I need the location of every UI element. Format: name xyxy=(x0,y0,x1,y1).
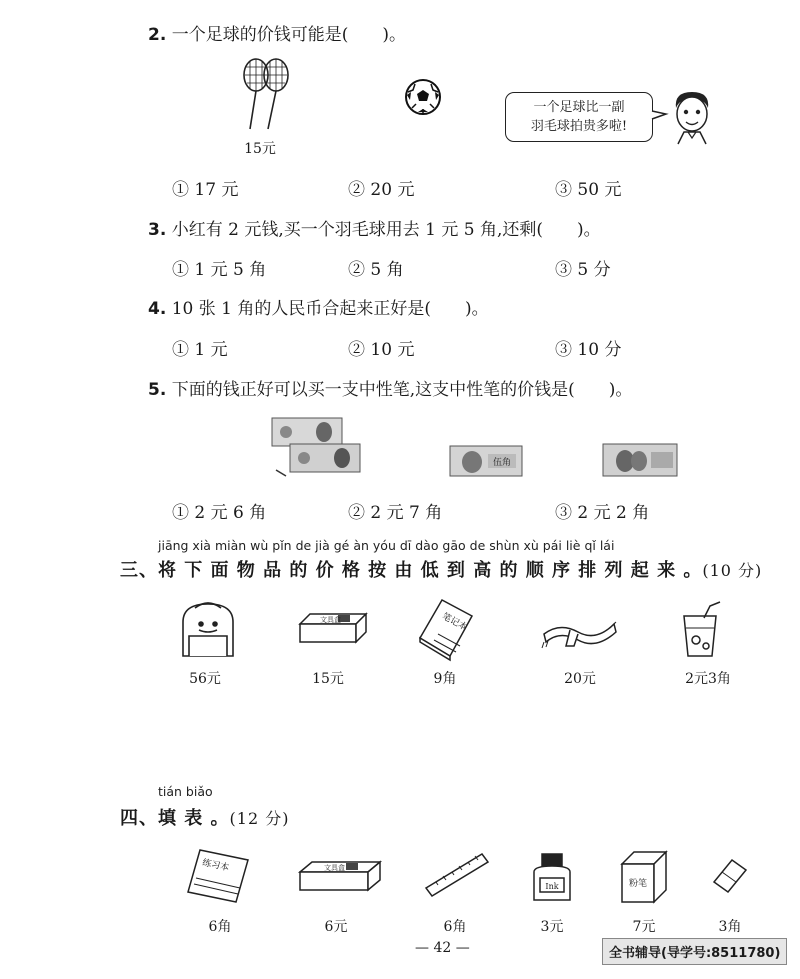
book-label: 笔记本 xyxy=(440,611,469,634)
question-3 xyxy=(148,215,601,240)
option-1[interactable]: ① 2 元 6 角 xyxy=(172,503,267,523)
option-3[interactable]: ③ 10 分 xyxy=(555,340,622,360)
price-label: 3元 xyxy=(540,919,564,935)
section-title-text: 三、将 下 面 物 品 的 价 格 按 由 低 到 高 的 顺 序 排 列 起 来 。 xyxy=(120,560,703,581)
option-3[interactable]: ③ 2 元 2 角 xyxy=(555,503,650,523)
section-4-title xyxy=(120,804,289,830)
section-3-pinyin: jiāng xià miàn wù pǐn de jià gé àn yóu dī dào gāo de shùn xù pái liè qǐ lái xyxy=(158,538,615,553)
banknote-1-yuan-icon xyxy=(272,418,362,478)
question-number: 4. xyxy=(148,299,167,319)
price-label: 15元 xyxy=(312,671,344,687)
soccer-ball-icon xyxy=(404,78,442,116)
pencil-box-icon xyxy=(298,860,382,894)
question-number: 5. xyxy=(148,380,167,400)
option-1[interactable]: ① 1 元 5 角 xyxy=(172,260,267,280)
question-4 xyxy=(148,294,489,319)
price-label: 9角 xyxy=(433,671,457,687)
option-2[interactable]: ② 5 角 xyxy=(348,260,404,280)
question-text: 一个足球的价钱可能是( )。 xyxy=(171,25,406,45)
question-text: 小红有 2 元钱,买一个羽毛球用去 1 元 5 角,还剩( )。 xyxy=(171,220,601,240)
banknote-2-jiao-icon xyxy=(603,444,677,476)
option-1[interactable]: ① 17 元 xyxy=(172,180,239,200)
question-number: 2. xyxy=(148,25,167,45)
badminton-racket-icon xyxy=(236,55,300,135)
price-label: 3角 xyxy=(718,919,742,935)
price-label: 6角 xyxy=(443,919,467,935)
box-label: 文具盒 xyxy=(320,616,341,624)
option-2[interactable]: ② 2 元 7 角 xyxy=(348,503,443,523)
question-text: 10 张 1 角的人民币合起来正好是( )。 xyxy=(171,299,489,319)
option-2[interactable]: ② 20 元 xyxy=(348,180,415,200)
footer-note: 全书辅导(导学号:8511780) xyxy=(602,938,787,965)
price-label: 56元 xyxy=(189,671,221,687)
speech-line-2: 羽毛球拍贵多啦! xyxy=(530,119,628,134)
option-3[interactable]: ③ 5 分 xyxy=(555,260,611,280)
box-label: 粉笔 xyxy=(628,879,648,889)
price-label: 6角 xyxy=(208,919,232,935)
question-2 xyxy=(148,20,406,45)
option-1[interactable]: ① 1 元 xyxy=(172,340,228,360)
ink-bottle-icon xyxy=(528,852,576,904)
option-3[interactable]: ③ 50 元 xyxy=(555,180,622,200)
speech-line-1: 一个足球比一副 xyxy=(533,100,625,115)
section-title-text: 四、填 表 。 xyxy=(120,808,230,829)
question-number: 3. xyxy=(148,220,167,240)
price-label: 20元 xyxy=(564,671,596,687)
eraser-icon xyxy=(710,856,750,896)
price-label: 2元3角 xyxy=(685,671,731,687)
page-number: — 42 — xyxy=(415,940,470,956)
price-label: 7元 xyxy=(632,919,656,935)
boy-icon xyxy=(668,88,718,158)
banknote-label: 伍角 xyxy=(492,458,512,468)
banknote-5-jiao-icon xyxy=(450,446,522,476)
box-label: 文具盒 xyxy=(324,864,345,872)
exercise-book-icon xyxy=(186,848,250,904)
speech-tail xyxy=(652,108,668,122)
ruler-icon xyxy=(424,852,490,898)
juice-cup-icon xyxy=(676,600,726,660)
question-5 xyxy=(148,375,632,400)
section-score: (10 分) xyxy=(702,561,763,580)
notebook-icon xyxy=(416,598,476,660)
price-label: 6元 xyxy=(324,919,348,935)
book-label: 练习本 xyxy=(201,858,230,874)
section-score: (12 分) xyxy=(229,809,290,828)
pencil-box-icon xyxy=(298,612,368,646)
option-2[interactable]: ② 10 元 xyxy=(348,340,415,360)
section-4-pinyin: tián biǎo xyxy=(158,784,213,799)
section-3-title xyxy=(120,556,762,582)
backpack-icon xyxy=(175,600,241,660)
racket-price: 15元 xyxy=(244,141,276,157)
scarf-icon xyxy=(540,608,618,648)
bottle-label: Ink xyxy=(545,882,559,891)
chalk-box-icon xyxy=(620,850,668,904)
question-text: 下面的钱正好可以买一支中性笔,这支中性笔的价钱是( )。 xyxy=(171,380,633,400)
speech-bubble xyxy=(505,92,653,142)
